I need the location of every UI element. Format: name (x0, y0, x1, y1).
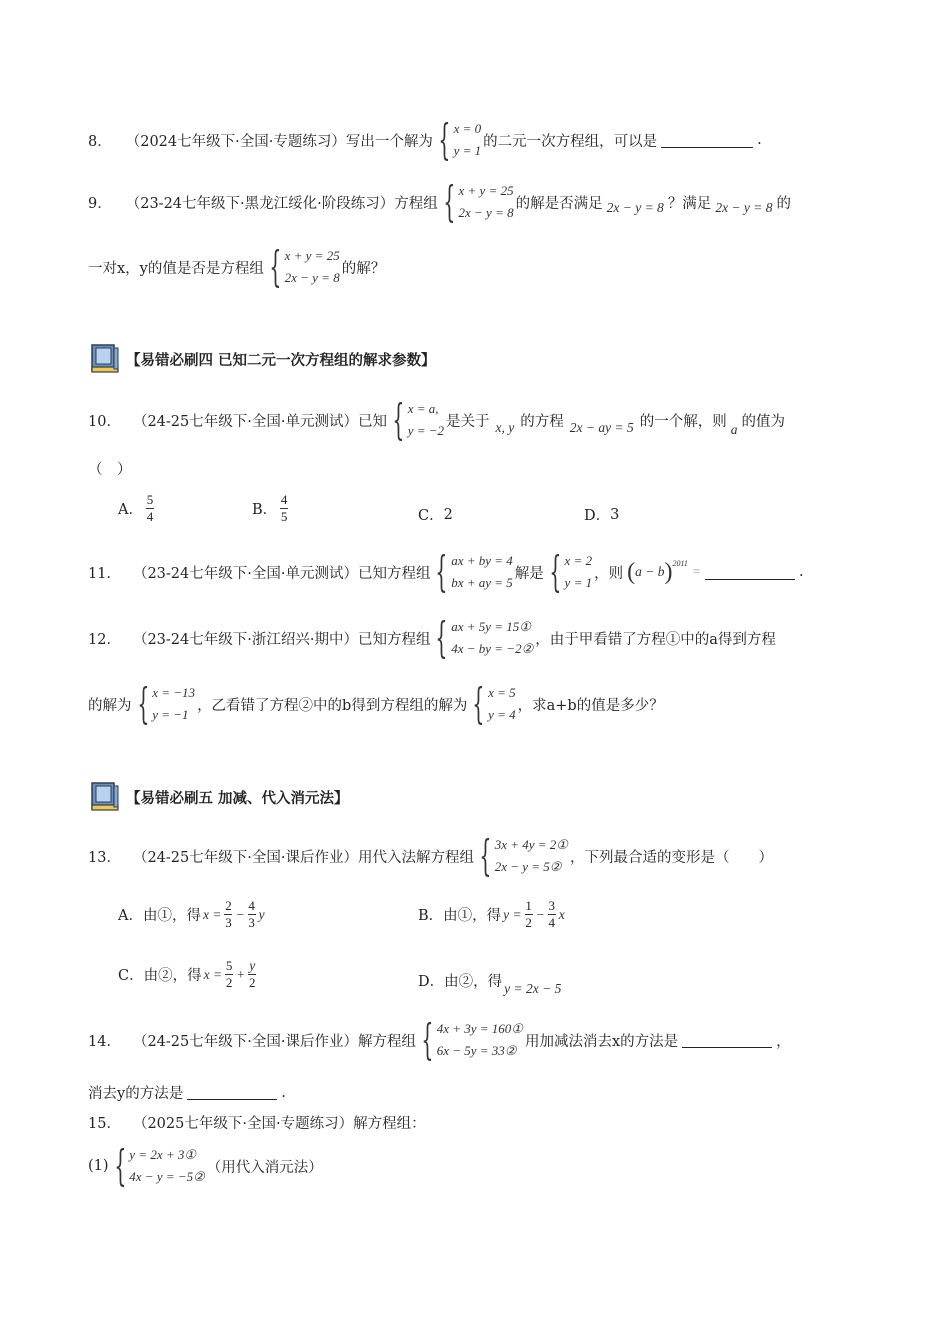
question-15 (88, 1112, 426, 1133)
q10-answer-paren: （ ） (88, 462, 132, 478)
q9-source: （23-24七年级下·黑龙江绥化·阶段练习） (125, 195, 395, 212)
q10-var-a: a (730, 422, 738, 437)
q8-end: . (757, 132, 762, 148)
q9-line2-end: 的解？ (341, 260, 386, 277)
q9-text-4: 的 (776, 195, 792, 212)
q11-system: { ax + by = 4 bx + ay = 5 (435, 547, 513, 596)
q8-number: 8． (88, 133, 112, 150)
q10-option-d[interactable]: D． 3 (584, 506, 620, 524)
q10-text-5: 的值为 (741, 413, 785, 430)
q11-answer-blank (705, 565, 795, 580)
q11-text: 已知方程组 (357, 565, 431, 582)
question-15-part-1 (88, 1141, 323, 1190)
q12-solution-2: { x = 5 y = 4 (472, 679, 516, 728)
q14-system: { 4x + 3y = 160① 6x − 5y = 33② (421, 1015, 523, 1064)
section-heading-5 (88, 780, 349, 814)
q9-text-2: 的解是否满足 (515, 195, 603, 212)
q9-equation-1: 2x − y = 8 (606, 200, 664, 215)
q14-comma: ， (776, 1033, 791, 1050)
q12-line2-text: 的解为 (88, 697, 132, 714)
q14-text-2: 用加减法消去x的方法是 (524, 1033, 679, 1050)
q10-text-3: 的方程 (520, 413, 564, 430)
q10-text-2: 是关于 (446, 413, 490, 430)
question-12-line-2 (88, 679, 664, 728)
q10-equation: 2x − ay = 5 (569, 420, 634, 435)
q10-option-b-fraction: $\frac{4}{5}$ (280, 492, 288, 524)
q14-text: 解方程组 (357, 1033, 416, 1050)
q12-number: 12． (88, 631, 121, 648)
q10-number: 10． (88, 413, 121, 430)
q13-option-d[interactable]: D．由②，得 y = 2x − 5 (418, 974, 562, 996)
q11-equals: = (691, 564, 701, 579)
q10-vars: x, y (495, 420, 515, 435)
q14-number: 14． (88, 1033, 121, 1050)
question-11: 11． （23-24七年级下·全国·单元测试） 已知方程组 { ax + by = 4 bx + ay = 5 解是 { x = 2 y = 1 ，则 ( a − b ) 2011 = . (88, 547, 804, 596)
question-13 (88, 831, 773, 880)
book-icon (88, 342, 122, 376)
q11-number: 11． (88, 565, 121, 582)
q11-text-2: 解是 (514, 565, 544, 582)
q13-text: 用代入法解方程组 (357, 849, 474, 866)
q10-option-c[interactable]: C． 2 (418, 506, 453, 524)
q10-option-a-fraction: $\frac{5}{4}$ (146, 492, 154, 524)
question-9-line-2 (88, 242, 386, 291)
q9-text-3: ？满足 (667, 195, 712, 212)
q10-option-a[interactable]: A． $\frac{5}{4}$ (118, 492, 154, 524)
book-icon (88, 780, 122, 814)
q12-source: （23-24七年级下·浙江绍兴·期中） (132, 631, 358, 648)
q8-text-2: 的二元一次方程组，可以是 (483, 133, 658, 150)
question-14-line-2 (88, 1082, 286, 1103)
q9-system-2: { x + y = 25 2x − y = 8 (269, 242, 340, 291)
q15-part1-note: （用代入消元法） (206, 1159, 323, 1176)
q9-text: 方程组 (394, 195, 438, 212)
q9-number: 9． (88, 195, 112, 212)
section-heading-4 (88, 342, 436, 376)
question-12 (88, 613, 776, 662)
q13-system: { 3x + 4y = 2① 2x − y = 5② (479, 831, 568, 880)
q10-option-b[interactable]: B． $\frac{4}{5}$ (252, 492, 288, 524)
q14-source: （24-25七年级下·全国·课后作业） (132, 1033, 358, 1050)
q8-answer-blank (661, 133, 753, 148)
q12-system: { ax + 5y = 15① 4x − by = −2② (435, 613, 534, 662)
q11-source: （23-24七年级下·全国·单元测试） (132, 565, 358, 582)
q15-number: 15． (88, 1116, 121, 1132)
q14-end: . (281, 1084, 286, 1101)
q13-text-2: ，下列最合适的变形是（ ） (569, 849, 773, 866)
q13-option-b[interactable]: B．由①，得 y = $\frac{1}{2}$ − $\frac{3}{4}$ x (418, 898, 565, 930)
q9-line2-text: 一对x，y的值是否是方程组 (88, 260, 264, 277)
q12-solution-1: { x = −13 y = −1 (136, 679, 196, 728)
question-8 (88, 115, 762, 164)
q11-solution: { x = 2 y = 1 (549, 547, 593, 596)
q11-text-3: ，则 (594, 565, 624, 582)
q8-source: （2024七年级下·全国·专题练习） (125, 133, 346, 150)
q13-option-a[interactable]: A．由①，得 x = $\frac{2}{3}$ − $\frac{4}{3}$ y (118, 898, 265, 930)
section-5-title: 【易错必刷五 加减、代入消元法】 (126, 789, 349, 807)
q9-equation-2: 2x − y = 8 (715, 200, 773, 215)
q11-exponent: 2011 (672, 558, 688, 568)
q12-text: 已知方程组 (357, 631, 431, 648)
q13-number: 13． (88, 849, 121, 866)
q9-system: { x + y = 25 2x − y = 8 (443, 177, 514, 226)
q15-part1-system: { y = 2x + 3① 4x − y = −5② (113, 1141, 205, 1190)
q10-source: （24-25七年级下·全国·单元测试） (132, 413, 358, 430)
q12-line2-end: ，求a+b的值是多少？ (517, 697, 664, 714)
q11-expression: a − b (635, 564, 665, 579)
section-4-title: 【易错必刷四 已知二元一次方程组的解求参数】 (126, 351, 436, 369)
q10-text: 已知 (357, 413, 387, 430)
q14-answer-blank-1 (682, 1033, 772, 1048)
q13-option-c[interactable]: C．由②，得 x = $\frac{5}{2}$ + $\frac{y}{2}$ (118, 958, 256, 990)
question-14 (88, 1015, 791, 1064)
q13-source: （24-25七年级下·全国·课后作业） (132, 849, 358, 866)
q10-text-4: 的一个解，则 (639, 413, 727, 430)
q15-text: 解方程组： (353, 1116, 426, 1132)
q14-line2-text: 消去y的方法是 (88, 1086, 184, 1102)
q15-part1-label: (1) (88, 1158, 109, 1174)
q8-system: { x = 0 y = 1 (438, 115, 482, 164)
q12-text-2: ，由于甲看错了方程①中的a得到方程 (535, 631, 776, 648)
q10-system: { x = a, y = −2 (392, 395, 445, 444)
question-9 (88, 177, 792, 226)
q15-source: （2025七年级下·全国·专题练习） (132, 1116, 354, 1132)
q11-end: . (799, 564, 804, 580)
question-10 (88, 395, 785, 444)
q12-line2-text-2: ，乙看错了方程②中的b得到方程组的解为 (197, 697, 468, 714)
q8-text: 写出一个解为 (345, 133, 433, 150)
q14-answer-blank-2 (187, 1085, 277, 1100)
